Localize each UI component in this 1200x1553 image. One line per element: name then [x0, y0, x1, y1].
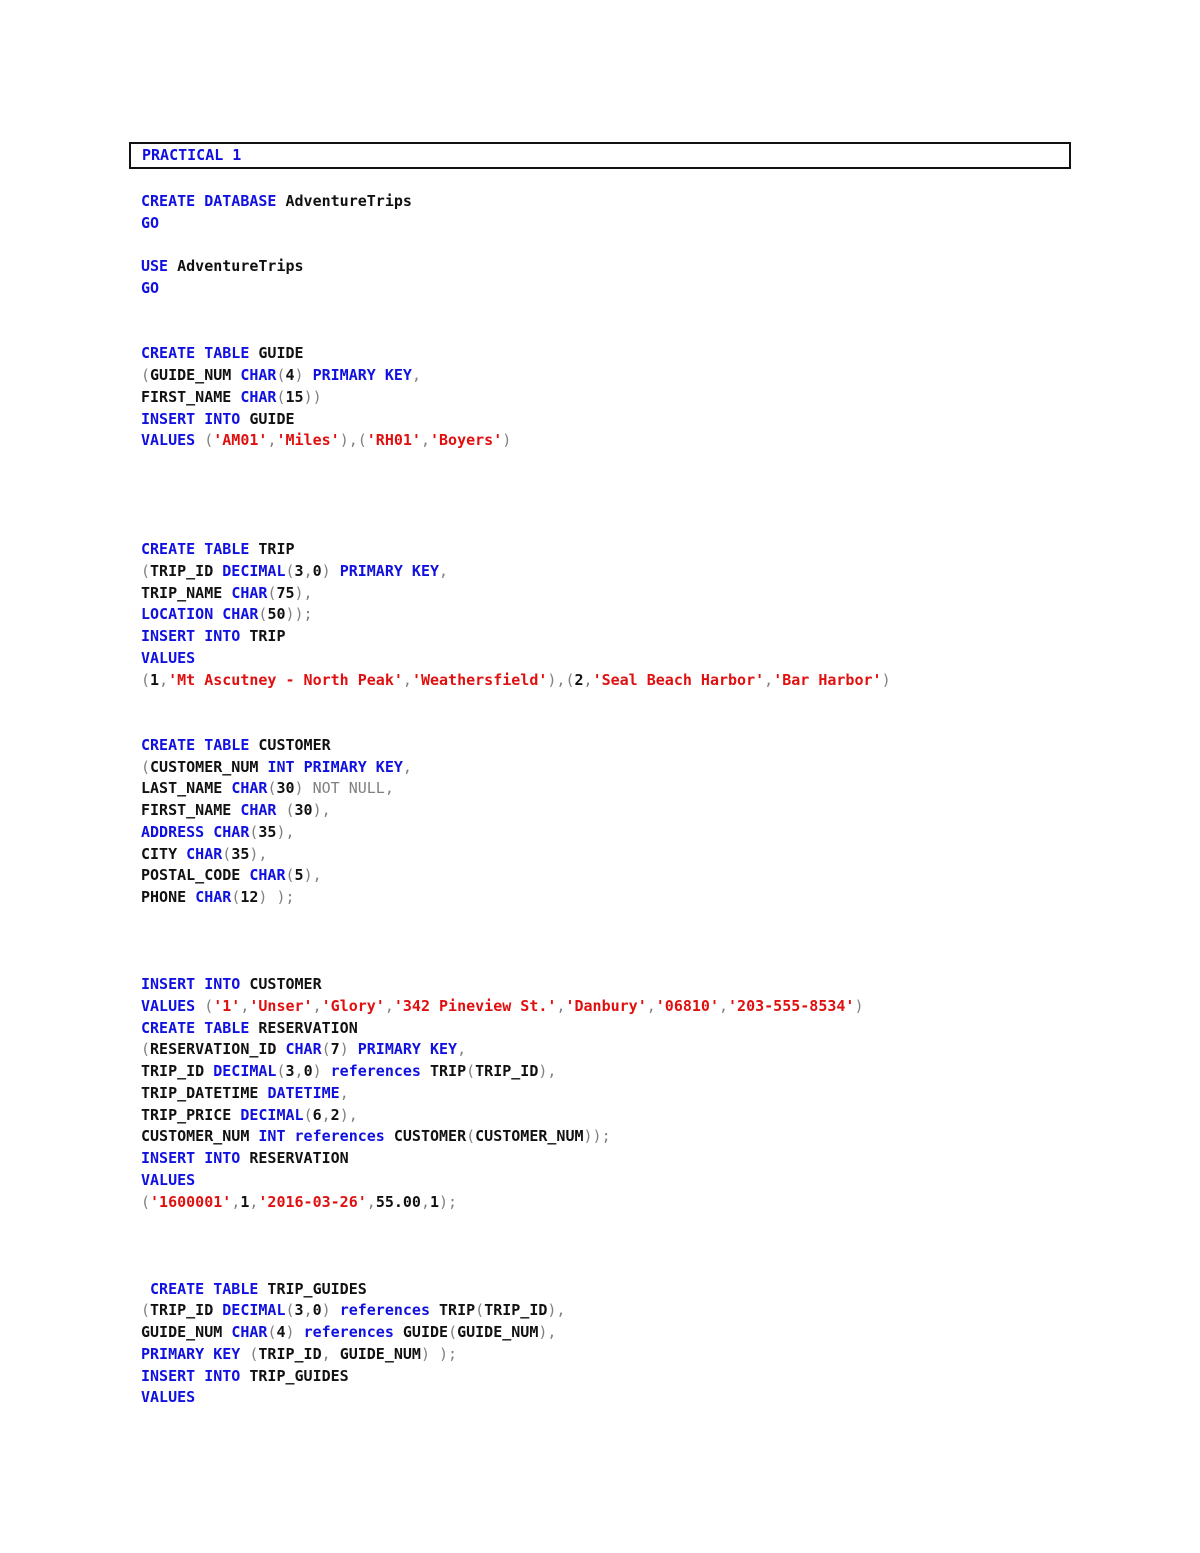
sql-keyword: references	[294, 1127, 385, 1146]
sql-keyword: CHAR	[186, 844, 223, 863]
sql-identifier: 1	[430, 1192, 440, 1211]
sql-identifier: 4	[285, 366, 295, 384]
sql-operator: )	[321, 561, 340, 580]
sql-operator: ));	[285, 605, 313, 624]
sql-identifier: CITY	[141, 844, 187, 863]
sql-operator: ));	[583, 1127, 611, 1146]
sql-operator: ,	[646, 996, 656, 1015]
code-line	[141, 843, 267, 865]
sql-keyword: INSERT	[141, 409, 196, 428]
sql-operator: (	[267, 1323, 277, 1341]
code-line	[141, 603, 313, 625]
sql-identifier: TRIP_DATETIME	[141, 1083, 268, 1102]
code-line	[141, 1104, 358, 1126]
sql-keyword: INSERT	[141, 627, 196, 645]
sql-string: 'Weathersfield'	[411, 670, 548, 689]
sql-identifier: 12	[240, 888, 259, 906]
sql-keyword: INT	[267, 757, 295, 776]
sql-identifier	[195, 736, 204, 754]
sql-identifier	[195, 540, 204, 558]
sql-operator: )	[312, 1062, 331, 1080]
sql-keyword: TABLE	[204, 344, 250, 363]
sql-keyword: CHAR	[195, 888, 232, 906]
code-line	[141, 364, 421, 386]
sql-operator: (	[141, 1301, 151, 1320]
sql-keyword: PRIMARY KEY	[303, 757, 403, 776]
sql-keyword: CREATE	[150, 1279, 205, 1298]
sql-identifier: GUIDE_NUM	[150, 366, 241, 384]
sql-keyword: GO	[141, 279, 160, 297]
code-line	[141, 1017, 358, 1039]
sql-operator: ,	[556, 996, 566, 1015]
code-line	[141, 1125, 611, 1147]
sql-operator: ,	[384, 996, 394, 1015]
sql-identifier: 5	[294, 866, 304, 885]
sql-operator: ),(	[339, 431, 367, 450]
sql-operator: (	[195, 431, 214, 450]
sql-identifier	[195, 1149, 204, 1167]
code-line	[141, 1343, 457, 1365]
practical-title-box	[129, 142, 1071, 169]
sql-identifier: 0	[312, 1301, 322, 1320]
sql-keyword: DECIMAL	[240, 1105, 304, 1124]
sql-keyword: DECIMAL	[222, 1301, 286, 1320]
sql-keyword: INSERT	[141, 1366, 196, 1385]
sql-keyword: TABLE	[204, 1018, 250, 1037]
code-line	[141, 973, 322, 995]
sql-keyword: CREATE	[141, 735, 196, 754]
sql-identifier: TRIP	[430, 1301, 476, 1320]
sql-string: 'Bar Harbor'	[773, 670, 882, 689]
sql-operator: )	[321, 1301, 340, 1320]
sql-keyword: CHAR	[231, 1323, 268, 1341]
sql-keyword: INSERT	[141, 975, 196, 993]
code-line	[141, 277, 159, 299]
sql-identifier: 75	[276, 583, 295, 602]
sql-operator: );	[439, 1192, 458, 1211]
sql-identifier: CUSTOMER	[249, 735, 331, 754]
sql-identifier: LAST_NAME	[141, 779, 232, 798]
sql-operator: )	[502, 431, 512, 450]
sql-keyword: references	[303, 1323, 394, 1341]
sql-identifier: TRIP	[240, 627, 286, 645]
sql-operator: (	[258, 605, 268, 624]
sql-identifier: CUSTOMER_NUM	[141, 1127, 259, 1146]
sql-identifier: FIRST_NAME	[141, 801, 241, 819]
code-line	[141, 1038, 466, 1060]
sql-identifier: 1	[240, 1192, 250, 1211]
sql-identifier: GUIDE_NUM	[141, 1323, 232, 1341]
sql-keyword: INTO	[204, 409, 241, 428]
code-line	[141, 886, 295, 908]
code-line	[141, 995, 864, 1017]
sql-keyword: VALUES	[141, 996, 196, 1015]
sql-identifier: TRIP_ID	[150, 561, 223, 580]
sql-operator: ,	[339, 1083, 349, 1102]
sql-identifier: 1	[150, 670, 160, 689]
sql-operator: (	[249, 822, 259, 841]
sql-identifier: 35	[258, 822, 277, 841]
sql-string: 'AM01'	[213, 431, 268, 450]
sql-keyword: CHAR	[231, 779, 268, 798]
sql-keyword: VALUES	[141, 1388, 196, 1407]
code-line	[141, 255, 304, 277]
sql-string: '342 Pineview St.'	[393, 996, 557, 1015]
sql-operator: (	[240, 1344, 259, 1363]
sql-identifier: TRIP_NAME	[141, 583, 232, 602]
sql-keyword: DECIMAL	[213, 1062, 277, 1080]
sql-identifier	[213, 605, 222, 623]
sql-keyword: CREATE	[141, 344, 196, 363]
sql-operator: ,	[402, 670, 412, 689]
sql-identifier: TRIP_ID	[150, 1301, 223, 1320]
sql-identifier: GUIDE	[240, 409, 295, 428]
sql-identifier	[195, 627, 204, 645]
sql-identifier: 7	[330, 1040, 340, 1059]
sql-string: 'Mt Ascutney - North Peak'	[168, 670, 403, 689]
sql-keyword: DECIMAL	[222, 561, 286, 580]
sql-keyword: CHAR	[213, 822, 250, 841]
sql-operator: ,	[240, 996, 250, 1015]
sql-operator: ,	[294, 1062, 304, 1080]
sql-identifier: TRIP_ID	[141, 1062, 214, 1080]
sql-identifier: TRIP	[420, 1062, 467, 1080]
code-line	[141, 212, 159, 234]
sql-identifier: 2	[330, 1105, 340, 1124]
sql-operator: (	[475, 1301, 485, 1320]
sql-keyword: CHAR	[249, 866, 286, 885]
sql-identifier: PHONE	[141, 888, 196, 906]
sql-identifier	[204, 823, 213, 841]
code-line	[141, 669, 891, 691]
sql-identifier: GUIDE_NUM	[457, 1323, 539, 1341]
sql-operator: ,	[303, 1301, 313, 1320]
sql-identifier: TRIP_PRICE	[141, 1105, 241, 1124]
sql-keyword: ADDRESS	[141, 822, 205, 841]
sql-operator: (	[276, 387, 286, 406]
code-line	[141, 1278, 367, 1300]
sql-operator: ),	[249, 844, 268, 863]
sql-operator: ,	[420, 1192, 430, 1211]
sql-operator: )	[339, 1040, 358, 1059]
sql-string: 'RH01'	[366, 431, 421, 450]
sql-identifier: 3	[285, 1062, 295, 1080]
sql-keyword: CREATE	[141, 192, 196, 210]
sql-identifier: CUSTOMER_NUM	[475, 1127, 584, 1146]
sql-operator: ),(	[547, 670, 575, 689]
sql-operator: )	[881, 670, 891, 689]
sql-identifier: TRIP_GUIDES	[258, 1279, 367, 1298]
code-line	[141, 1299, 565, 1321]
sql-operator: (	[448, 1323, 458, 1341]
sql-keyword: PRIMARY KEY	[312, 366, 412, 384]
code-line	[141, 1169, 195, 1191]
sql-identifier: FIRST_NAME	[141, 387, 241, 406]
code-line	[141, 1365, 349, 1387]
sql-operator: )	[854, 996, 864, 1015]
sql-operator: ),	[312, 801, 331, 819]
sql-keyword: CHAR	[285, 1040, 322, 1059]
sql-operator: (	[195, 996, 214, 1015]
sql-string: 'Boyers'	[430, 431, 503, 450]
sql-identifier: 55.00	[375, 1192, 421, 1211]
sql-operator: (	[231, 888, 241, 906]
sql-string: 'Miles'	[276, 431, 340, 450]
sql-operator: ) );	[420, 1344, 458, 1363]
sql-operator: ,	[583, 670, 593, 689]
sql-string: '1'	[213, 996, 241, 1015]
sql-operator: (	[141, 561, 151, 580]
sql-identifier: TRIP_ID	[258, 1344, 322, 1363]
sql-operator: ,	[457, 1040, 467, 1059]
sql-operator: (	[141, 366, 151, 384]
sql-operator: ,	[420, 431, 430, 450]
sql-string: '06810'	[655, 996, 719, 1015]
sql-operator: ,	[719, 996, 729, 1015]
sql-identifier: AdventureTrips	[276, 192, 412, 210]
sql-keyword: PRIMARY KEY	[357, 1040, 458, 1059]
sql-identifier: TRIP_GUIDES	[240, 1366, 349, 1385]
practical-title: PRACTICAL 1	[142, 146, 242, 164]
sql-keyword: TABLE	[204, 735, 250, 754]
sql-identifier: RESERVATION	[249, 1018, 358, 1037]
sql-operator: ) NOT NULL,	[294, 779, 394, 798]
code-line	[141, 342, 304, 364]
code-line	[141, 1191, 457, 1213]
sql-identifier: POSTAL_CODE	[141, 866, 250, 885]
sql-string: 'Seal Beach Harbor'	[592, 670, 765, 689]
sql-operator: (	[276, 366, 286, 384]
sql-identifier: 35	[231, 844, 250, 863]
sql-operator: (	[267, 779, 277, 798]
code-line	[141, 1147, 349, 1169]
sql-identifier: CUSTOMER	[240, 975, 322, 993]
code-line	[141, 777, 394, 799]
sql-operator: (	[466, 1062, 476, 1080]
sql-operator: ),	[294, 583, 313, 602]
code-line	[141, 386, 322, 408]
sql-keyword: INTO	[204, 1149, 241, 1167]
code-line	[141, 560, 448, 582]
sql-keyword: VALUES	[141, 648, 196, 667]
sql-keyword: PRIMARY KEY	[141, 1344, 241, 1363]
sql-keyword: INTO	[204, 975, 241, 993]
code-line	[141, 799, 331, 821]
sql-identifier: 30	[276, 779, 295, 798]
sql-string: 'Unser'	[249, 996, 313, 1015]
sql-keyword: USE	[141, 257, 169, 276]
sql-operator: ,	[402, 757, 412, 776]
sql-operator: ),	[538, 1062, 557, 1080]
sql-keyword: TABLE	[204, 540, 250, 558]
sql-keyword: CHAR	[222, 605, 259, 624]
sql-keyword: INT	[258, 1127, 286, 1146]
sql-keyword: VALUES	[141, 1170, 196, 1189]
sql-operator: (	[321, 1040, 331, 1059]
sql-identifier	[204, 1280, 213, 1298]
sql-keyword: CHAR	[240, 801, 277, 819]
sql-identifier: 15	[285, 387, 304, 406]
sql-identifier	[286, 1127, 295, 1145]
sql-operator: (	[285, 1301, 295, 1320]
sql-identifier: CUSTOMER	[384, 1127, 467, 1146]
sql-operator: (	[141, 1040, 151, 1059]
sql-identifier: TRIP_ID	[484, 1301, 548, 1320]
sql-operator: ,	[312, 996, 322, 1015]
sql-keyword: CHAR	[240, 366, 277, 384]
sql-operator: )	[285, 1323, 304, 1341]
sql-keyword: CHAR	[231, 583, 268, 602]
sql-identifier	[195, 410, 204, 428]
sql-identifier: RESERVATION	[240, 1149, 349, 1167]
sql-identifier: 3	[294, 1301, 304, 1320]
sql-string: 'Glory'	[321, 996, 385, 1015]
sql-identifier: GUIDE	[393, 1323, 449, 1341]
sql-operator: ,	[249, 1192, 259, 1211]
sql-operator: ,	[303, 561, 313, 580]
sql-operator: ),	[538, 1323, 557, 1341]
sql-identifier: 2	[574, 670, 584, 689]
sql-operator: (	[222, 844, 232, 863]
code-line	[141, 190, 412, 212]
sql-operator: (	[276, 801, 295, 819]
sql-identifier	[195, 1367, 204, 1385]
sql-identifier	[195, 975, 204, 993]
sql-string: '1600001'	[150, 1192, 232, 1211]
sql-identifier: 50	[267, 605, 286, 624]
sql-operator: (	[466, 1127, 476, 1146]
sql-operator: ,	[159, 670, 169, 689]
sql-operator: (	[303, 1105, 313, 1124]
sql-keyword: INTO	[204, 1366, 241, 1385]
sql-keyword: DATETIME	[267, 1083, 340, 1102]
sql-operator: ,	[267, 431, 277, 450]
sql-operator: ,	[321, 1344, 340, 1363]
sql-identifier: AdventureTrips	[168, 257, 304, 276]
sql-identifier: 0	[303, 1062, 313, 1080]
sql-identifier	[295, 758, 304, 776]
sql-identifier: 4	[276, 1323, 286, 1341]
sql-operator: (	[276, 1062, 286, 1080]
sql-keyword: CREATE	[141, 1018, 196, 1037]
sql-keyword: GO	[141, 213, 160, 232]
sql-identifier: 3	[294, 561, 304, 580]
sql-keyword: PRIMARY KEY	[339, 561, 440, 580]
sql-operator: )	[294, 366, 313, 384]
code-line	[141, 1082, 349, 1104]
sql-identifier	[195, 192, 204, 210]
sql-keyword: TABLE	[213, 1279, 259, 1298]
sql-keyword: VALUES	[141, 431, 196, 450]
sql-operator: (	[267, 583, 277, 602]
sql-string: '203-555-8534'	[728, 996, 855, 1015]
sql-operator: ),	[303, 866, 322, 885]
sql-keyword: references	[330, 1062, 421, 1080]
sql-keyword: CREATE	[141, 540, 196, 558]
sql-operator: (	[141, 670, 151, 689]
sql-identifier	[195, 344, 204, 362]
code-line	[141, 1060, 556, 1082]
code-line	[141, 538, 295, 560]
sql-operator: ),	[339, 1105, 358, 1124]
sql-operator: (	[285, 866, 295, 885]
code-line	[141, 734, 331, 756]
sql-identifier: GUIDE_NUM	[339, 1344, 421, 1363]
sql-identifier: RESERVATION_ID	[150, 1040, 286, 1059]
sql-string: 'Danbury'	[565, 996, 647, 1015]
code-line	[141, 625, 286, 647]
sql-keyword: CHAR	[240, 387, 277, 406]
sql-operator: ),	[276, 822, 295, 841]
sql-identifier: 6	[312, 1105, 322, 1124]
code-line	[141, 1321, 556, 1343]
sql-string: '2016-03-26'	[258, 1192, 367, 1211]
sql-identifier	[141, 1280, 150, 1298]
code-line	[141, 582, 313, 604]
code-line	[141, 1386, 195, 1408]
sql-operator: ),	[547, 1301, 566, 1320]
sql-operator: ) );	[258, 888, 295, 906]
sql-operator: ,	[439, 561, 449, 580]
sql-identifier: 30	[294, 801, 313, 819]
sql-operator: ))	[303, 387, 322, 406]
sql-operator: ,	[321, 1105, 331, 1124]
sql-keyword: INTO	[204, 627, 241, 645]
code-line	[141, 864, 322, 886]
sql-operator: (	[141, 1192, 151, 1211]
sql-identifier: GUIDE	[249, 344, 304, 363]
sql-identifier: TRIP_ID	[475, 1062, 539, 1080]
sql-operator: ,	[366, 1192, 376, 1211]
sql-operator: (	[285, 561, 295, 580]
code-line	[141, 408, 295, 430]
sql-identifier: TRIP	[249, 540, 295, 558]
sql-operator: ,	[411, 366, 421, 384]
sql-identifier: 0	[312, 561, 322, 580]
sql-identifier	[195, 1019, 204, 1037]
code-line	[141, 429, 511, 451]
code-line	[141, 647, 195, 669]
sql-keyword: INSERT	[141, 1149, 196, 1167]
code-line	[141, 756, 412, 778]
sql-operator: ,	[764, 670, 774, 689]
sql-keyword: references	[339, 1301, 430, 1320]
sql-keyword: LOCATION	[141, 605, 214, 624]
sql-keyword: DATABASE	[204, 192, 277, 210]
sql-identifier: CUSTOMER_NUM	[150, 757, 268, 776]
sql-operator: ,	[231, 1192, 241, 1211]
code-line	[141, 821, 295, 843]
sql-operator: (	[141, 757, 151, 776]
